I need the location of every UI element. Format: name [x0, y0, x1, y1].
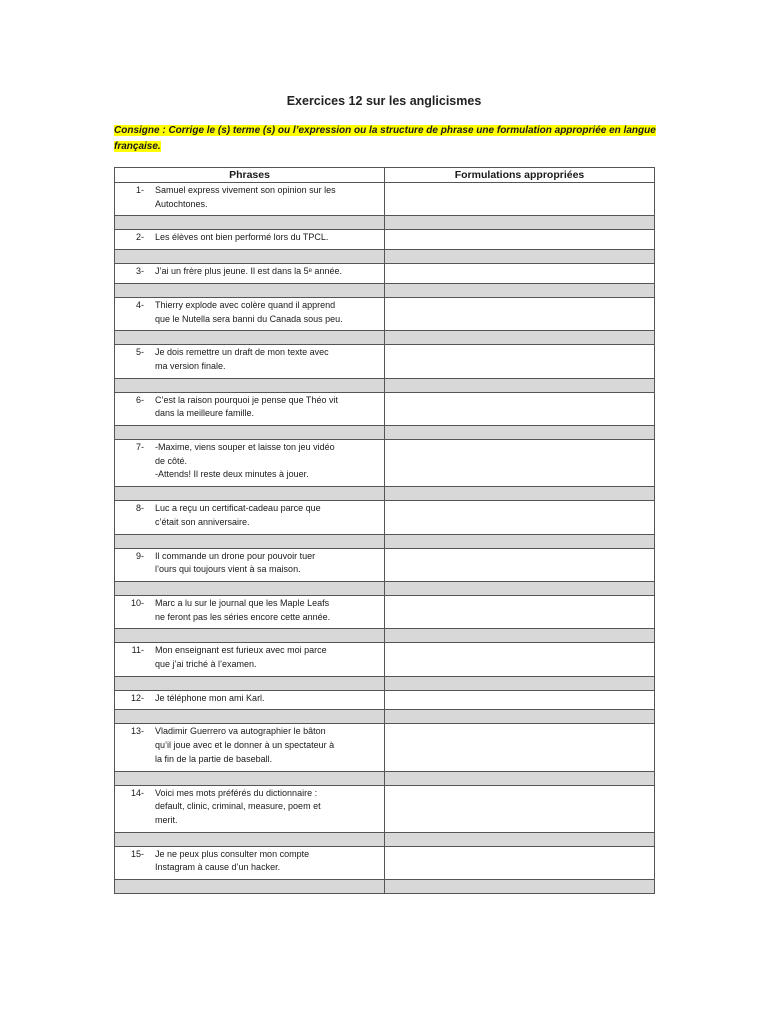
separator-cell — [115, 832, 385, 846]
phrase-number: 12- — [130, 692, 144, 703]
phrase-number: 3- — [135, 266, 144, 277]
phrase-text: Il commande un drone pour pouvoir tuer l’ours qui toujours vient à sa maison. — [155, 550, 316, 575]
phrase-cell — [115, 183, 385, 216]
phrase-number: 15- — [130, 848, 144, 859]
table-row — [115, 440, 655, 487]
separator-cell — [115, 771, 385, 785]
instruction-highlight: Consigne : Corrige le (s) terme (s) ou l’expression ou la structure de phrase une formulation appropriée en langue française. — [114, 125, 656, 152]
table-row — [115, 785, 655, 832]
separator-row — [115, 880, 655, 894]
separator-row — [115, 710, 655, 724]
instruction-text — [114, 123, 659, 154]
separator-row — [115, 378, 655, 392]
table-row — [115, 846, 655, 879]
separator-cell — [115, 629, 385, 643]
separator-cell — [115, 216, 385, 230]
table-row — [115, 595, 655, 628]
phrase-number: 1- — [135, 185, 144, 195]
separator-cell — [115, 880, 385, 894]
table-row — [115, 501, 655, 534]
table-row — [115, 183, 655, 216]
table-header-row — [115, 168, 655, 183]
phrase-cell — [115, 846, 385, 879]
phrase-cell — [115, 345, 385, 378]
phrase-cell — [115, 548, 385, 581]
separator-cell — [385, 581, 655, 595]
separator-row — [115, 832, 655, 846]
separator-cell — [385, 216, 655, 230]
phrase-number: 6- — [135, 394, 144, 405]
phrase-text: Je téléphone mon ami Karl. — [155, 692, 265, 703]
answer-cell[interactable] — [385, 724, 655, 771]
separator-cell — [385, 250, 655, 264]
separator-cell — [115, 250, 385, 264]
phrase-number: 14- — [130, 787, 144, 798]
phrase-number: 13- — [130, 726, 144, 737]
phrase-text: Marc a lu sur le journal que les Maple Leafs ne feront pas les séries encore cette année. — [155, 597, 331, 622]
phrase-number: 4- — [135, 299, 144, 310]
answer-cell[interactable] — [385, 643, 655, 676]
answer-cell[interactable] — [385, 501, 655, 534]
document-title: Exercices 12 sur les anglicismes — [286, 94, 482, 108]
answer-cell[interactable] — [385, 392, 655, 425]
table-row — [115, 548, 655, 581]
answer-cell[interactable] — [385, 440, 655, 487]
phrase-cell — [115, 724, 385, 771]
phrase-cell — [115, 297, 385, 330]
phrase-text: Luc a reçu un certificat-cadeau parce que c’était son anniversaire. — [155, 503, 321, 527]
phrase-cell — [115, 690, 385, 710]
phrase-text: -Maxime, viens souper et laisse ton jeu vidéo de côté. -Attends! Il reste deux minutes à jouer. — [155, 442, 335, 480]
phrase-cell — [115, 230, 385, 250]
phrase-cell — [115, 501, 385, 534]
separator-cell — [385, 283, 655, 297]
separator-cell — [385, 629, 655, 643]
phrase-text: Je dois remettre un draft de mon texte avec ma version finale. — [155, 347, 329, 371]
phrase-cell — [115, 595, 385, 628]
table-row — [115, 643, 655, 676]
separator-row — [115, 487, 655, 501]
separator-cell — [385, 331, 655, 345]
separator-cell — [385, 771, 655, 785]
answer-cell[interactable] — [385, 345, 655, 378]
phrase-number: 2- — [135, 232, 144, 243]
phrase-number: 5- — [135, 347, 144, 358]
separator-cell — [385, 534, 655, 548]
table-row — [115, 392, 655, 425]
separator-row — [115, 581, 655, 595]
table-row — [115, 230, 655, 250]
header-formulations: Formulations appropriées — [385, 168, 655, 183]
separator-cell — [385, 487, 655, 501]
phrase-cell — [115, 643, 385, 676]
separator-row — [115, 771, 655, 785]
phrase-cell — [115, 264, 385, 284]
exercise-table — [114, 167, 655, 894]
phrase-text: C’est la raison pourquoi je pense que Théo vit dans la meilleure famille. — [155, 394, 338, 419]
separator-cell — [385, 880, 655, 894]
separator-cell — [385, 676, 655, 690]
answer-cell[interactable] — [385, 230, 655, 250]
separator-row — [115, 676, 655, 690]
separator-cell — [115, 283, 385, 297]
separator-row — [115, 629, 655, 643]
answer-cell[interactable] — [385, 548, 655, 581]
table-row — [115, 690, 655, 710]
phrase-text: Les élèves ont bien performé lors du TPCL. — [155, 232, 329, 243]
table-row — [115, 724, 655, 771]
separator-row — [115, 534, 655, 548]
phrase-number: 11- — [131, 645, 144, 656]
phrase-cell — [115, 440, 385, 487]
separator-cell — [115, 331, 385, 345]
separator-row — [115, 250, 655, 264]
answer-cell[interactable] — [385, 264, 655, 284]
phrase-number: 8- — [135, 503, 144, 514]
phrase-text: Samuel express vivement son opinion sur les Autochtones. — [155, 185, 336, 209]
phrase-text: Vladimir Guerrero va autographier le bâton qu’il joue avec et le donner à un spectateur à la fin de la partie de baseball. — [155, 726, 335, 764]
phrase-cell — [115, 785, 385, 832]
phrase-number: 10- — [130, 597, 144, 608]
phrase-text: Thierry explode avec colère quand il apprend que le Nutella sera banni du Canada sous peu. — [155, 299, 343, 324]
answer-cell[interactable] — [385, 595, 655, 628]
separator-cell — [115, 487, 385, 501]
phrase-text: J’ai un frère plus jeune. Il est dans la 5ᵉ année. — [155, 266, 342, 277]
answer-cell[interactable] — [385, 297, 655, 330]
phrase-text: Je ne peux plus consulter mon compte Instagram à cause d’un hacker. — [155, 848, 310, 873]
header-phrases: Phrases — [115, 168, 385, 183]
table-row — [115, 297, 655, 330]
answer-cell[interactable] — [385, 183, 655, 216]
phrase-number: 7- — [135, 442, 144, 453]
separator-cell — [115, 581, 385, 595]
separator-cell — [385, 710, 655, 724]
table-row — [115, 264, 655, 284]
answer-cell[interactable] — [385, 846, 655, 879]
separator-row — [115, 426, 655, 440]
phrase-text: Mon enseignant est furieux avec moi parce que j’ai triché à l’examen. — [155, 645, 327, 670]
separator-row — [115, 216, 655, 230]
separator-row — [115, 331, 655, 345]
phrase-text: Voici mes mots préférés du dictionnaire : default, clinic, criminal, measure, poem et merit. — [155, 787, 321, 825]
separator-cell — [115, 710, 385, 724]
phrase-cell — [115, 392, 385, 425]
phrase-number: 9- — [135, 550, 144, 561]
separator-cell — [385, 378, 655, 392]
answer-cell[interactable] — [385, 785, 655, 832]
separator-cell — [385, 832, 655, 846]
answer-cell[interactable] — [385, 690, 655, 710]
separator-cell — [115, 534, 385, 548]
separator-row — [115, 283, 655, 297]
separator-cell — [115, 676, 385, 690]
separator-cell — [385, 426, 655, 440]
separator-cell — [115, 426, 385, 440]
table-row — [115, 345, 655, 378]
separator-cell — [115, 378, 385, 392]
